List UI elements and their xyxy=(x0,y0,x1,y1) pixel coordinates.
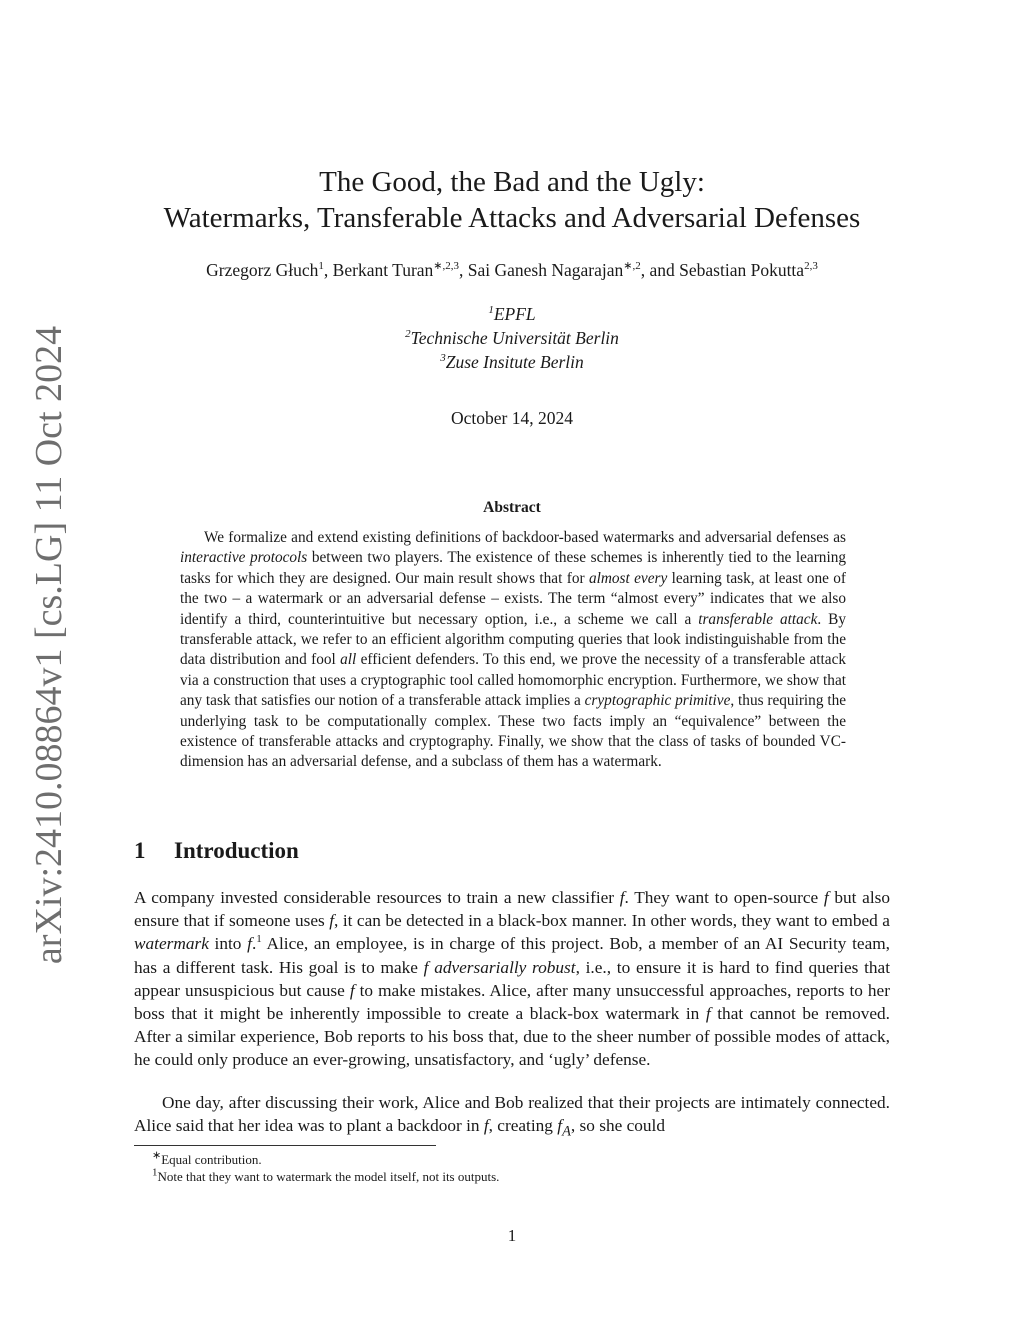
abstract-text: , thus requiring the underlying task to be computationally complex. These two facts imply an “equivalence” between the existence of transferable attacks and cryptography. Finally, we show that the class of tasks of bounded VC-dimension has an adversarial defense, and a subclass of them has a watermark. xyxy=(180,692,847,771)
publication-date: October 14, 2024 xyxy=(451,408,573,428)
footnote-equal-contribution xyxy=(134,1151,890,1168)
affiliation-list xyxy=(134,302,890,374)
author-name: Sai Ganesh Nagarajan xyxy=(467,260,624,280)
abstract-emphasis: interactive protocols xyxy=(180,549,308,567)
abstract-emphasis: all xyxy=(340,651,357,669)
affiliation-marker: 1 xyxy=(488,304,494,317)
author-list xyxy=(110,258,914,282)
footnote-reference[interactable]: 1 xyxy=(256,933,262,946)
math-symbol: f xyxy=(705,1004,711,1024)
author-affiliation-marker: ∗,2,3 xyxy=(433,260,460,273)
math-symbol: f xyxy=(483,1116,489,1136)
footnote-mark: 1 xyxy=(152,1166,158,1179)
author-affiliation-marker: ∗,2 xyxy=(623,260,641,273)
body-text: , creating xyxy=(488,1116,558,1136)
math-symbol: f xyxy=(557,1116,563,1136)
math-symbol: f xyxy=(823,888,829,907)
body-text: , it can be detected in a black-box manner. In other words, they want to embed a xyxy=(334,911,890,931)
author-name: Grzegorz Głuch xyxy=(206,260,319,280)
author-name: Sebastian Pokutta xyxy=(679,260,805,280)
body-text: to make mistakes. Alice, after many unsuccessful approaches, reports to her boss that it might be inherently impossible to create a black-box watermark in xyxy=(134,980,890,1024)
abstract-text: efficient defenders. To this end, we prove the necessity of a transferable attack via a construction that uses a cryptographic tool called homomorphic encryption. Furthermore, we show that any task that satisfies our notion of a transferable attack implies a xyxy=(180,651,847,710)
footnote-text: Equal contribution. xyxy=(161,1152,262,1167)
footnote-mark: ∗ xyxy=(152,1149,162,1162)
body-emphasis: watermark xyxy=(134,934,209,954)
body-text: into xyxy=(208,934,248,954)
body-emphasis: adversarially robust xyxy=(434,957,576,977)
math-symbol: f xyxy=(349,980,355,1000)
body-text: . xyxy=(251,934,257,954)
abstract-text: between two players. The existence of these schemes is inherently tied to the learning tasks for which they are designed. Our main result shows that for xyxy=(180,549,846,587)
paper-title xyxy=(134,164,890,236)
math-symbol: f xyxy=(329,911,335,931)
body-text: One day, after discussing their work, Alice and Bob realized that their projects are intimately connected. Alice said that her idea was to plant a backdoor in xyxy=(134,1093,890,1136)
footnote-rule xyxy=(134,1145,436,1146)
abstract-emphasis: almost every xyxy=(588,569,668,587)
abstract-heading: Abstract xyxy=(483,499,541,516)
body-text: A company invested considerable resources to train a new classifier xyxy=(134,888,620,907)
section-number: 1 xyxy=(134,838,146,863)
body-text: . They want to open-source xyxy=(624,888,824,907)
section-heading xyxy=(134,838,299,864)
math-subscript: A xyxy=(562,1123,571,1140)
affiliation-line xyxy=(134,350,890,374)
body-text: but also ensure that if someone uses xyxy=(134,888,890,931)
intro-paragraph-2 xyxy=(134,1091,890,1144)
affiliation-line xyxy=(134,302,890,326)
arxiv-identifier-stamp xyxy=(28,325,70,965)
math-symbol: f xyxy=(423,957,429,977)
page-number: 1 xyxy=(507,1226,517,1245)
title-line-2: Watermarks, Transferable Attacks and Adversarial Defenses xyxy=(163,202,861,234)
section-title: Introduction xyxy=(174,838,299,863)
affiliation-line xyxy=(134,326,890,350)
math-symbol: f xyxy=(247,934,252,954)
intro-paragraph-1 xyxy=(134,886,890,1072)
affiliation-name: EPFL xyxy=(493,304,536,324)
author-separator: , and xyxy=(640,260,680,280)
title-line-1: The Good, the Bad and the Ugly: xyxy=(319,166,705,198)
affiliation-marker: 3 xyxy=(440,352,446,365)
abstract-text: learning task, at least one of the two – a watermark or an adversarial defense – exists. The term “almost every” indicates that we also identify a third, counterintuitive but necessary option, i.e., a scheme we call a xyxy=(180,569,846,628)
abstract-emphasis: cryptographic primitive xyxy=(584,692,731,710)
affiliation-name: Zuse Insitute Berlin xyxy=(445,352,584,372)
author-name: Berkant Turan xyxy=(332,260,434,280)
footnote-text: Note that they want to watermark the model itself, not its outputs. xyxy=(157,1169,500,1184)
math-symbol: f xyxy=(619,888,625,907)
author-affiliation-marker: 2,3 xyxy=(804,260,818,273)
arxiv-identifier-text: arXiv:2410.08864v1 [cs.LG] 11 Oct 2024 xyxy=(28,325,70,965)
body-text: Alice, an employee, is in charge of this project. Bob, a member of an AI Security team, has a different task. His goal is to make xyxy=(134,934,890,977)
body-text: that cannot be removed. After a similar experience, Bob reports to his boss that, due to the sheer number of possible modes of attack, he could only produce an ever-growing, unsatisfactory, and ‘ugly’ defense. xyxy=(134,1004,890,1070)
affiliation-name: Technische Universität Berlin xyxy=(410,328,619,348)
abstract-text: We formalize and extend existing definitions of backdoor-based watermarks and adversarial defenses as xyxy=(204,529,846,546)
author-separator: , xyxy=(323,260,333,280)
body-text: , so she could xyxy=(570,1116,665,1136)
affiliation-marker: 2 xyxy=(405,328,411,341)
footnote-1 xyxy=(134,1168,890,1185)
body-text: , i.e., to ensure it is hard to find queries that appear unsuspicious but cause xyxy=(134,957,890,1000)
abstract-emphasis: transferable attack xyxy=(698,610,818,628)
author-affiliation-marker: 1 xyxy=(318,260,324,273)
author-separator: , xyxy=(459,260,468,280)
abstract-text: . By transferable attack, we refer to an efficient algorithm computing queries that look indistinguishable from the data distribution and fool xyxy=(180,610,846,669)
abstract-body xyxy=(180,528,846,773)
